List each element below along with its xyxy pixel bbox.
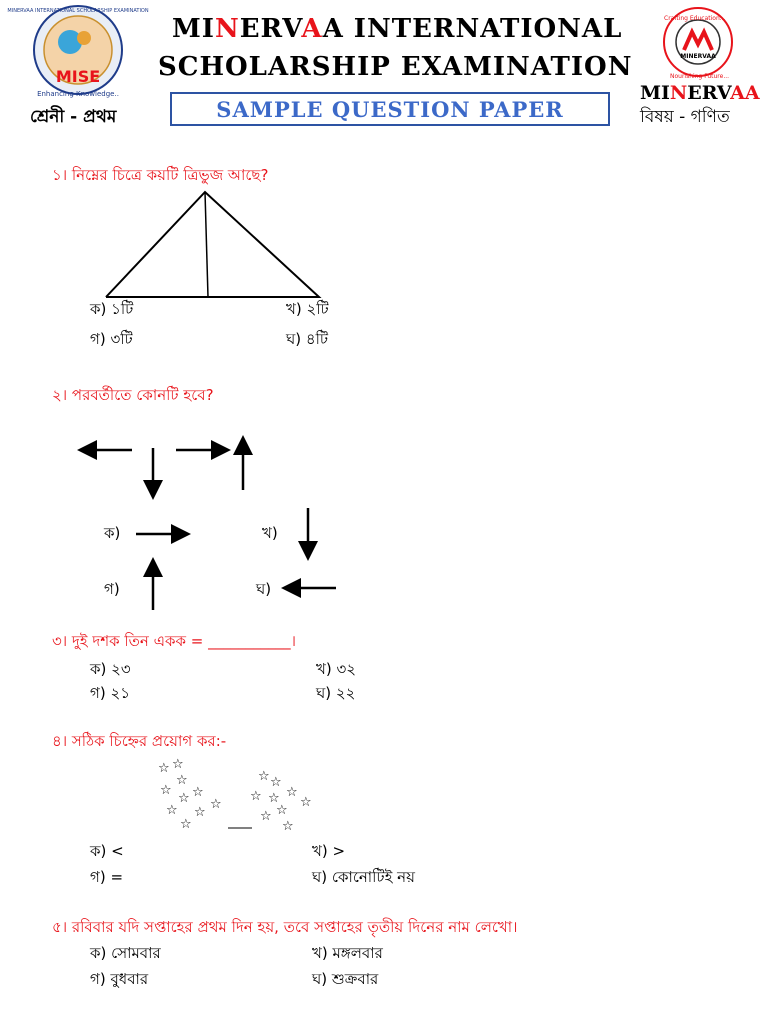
star-icon: ☆ <box>268 791 280 806</box>
star-icon: ☆ <box>270 775 282 790</box>
minervaa-brand-word: MINERVAA <box>640 82 760 104</box>
minervaa-logo-top-text: Crafting Education... <box>664 15 726 22</box>
star-icon: ☆ <box>282 819 294 834</box>
star-icon: ☆ <box>192 785 204 800</box>
star-icon: ☆ <box>176 773 188 788</box>
star-icon: ☆ <box>172 757 184 772</box>
q4-option-ka: ক) < <box>90 842 124 860</box>
q4-option-ga: গ) = <box>90 868 124 886</box>
arrow-sequence-figure <box>0 420 420 620</box>
star-icon: ☆ <box>260 809 272 824</box>
question-1-text: ১। নিম্নের চিত্রে কয়টি ত্রিভুজ আছে? <box>52 166 269 184</box>
star-icon: ☆ <box>160 783 172 798</box>
mise-logo-tagline: Enhancing Knowledge.. <box>37 90 119 98</box>
q2-option-kha: খ) <box>262 524 278 542</box>
star-icon: ☆ <box>180 817 192 832</box>
stars-comparison-figure <box>150 756 330 836</box>
star-icon: ☆ <box>178 791 190 806</box>
q1-option-gha: ঘ) ৪টি <box>286 330 329 348</box>
q4-option-kha: খ) > <box>312 842 346 860</box>
title-line-1: MINERVAA INTERNATIONAL <box>172 14 623 44</box>
triangle-figure <box>100 186 330 302</box>
sample-paper-banner <box>170 92 610 126</box>
star-icon: ☆ <box>158 761 170 776</box>
mise-logo-text: MISE <box>55 67 101 86</box>
minervaa-logo-bottom-text: Nourishing Future... <box>670 73 730 80</box>
question-3-text: ৩। দুই দশক তিন একক = ___________। <box>52 632 296 650</box>
q3-option-ka: ক) ২৩ <box>90 660 131 678</box>
question-2-text: ২। পরবর্তীতে কোনটি হবে? <box>52 386 214 404</box>
q3-option-kha: খ) ৩২ <box>316 660 356 678</box>
star-icon: ☆ <box>194 805 206 820</box>
q1-option-ga: গ) ৩টি <box>90 330 133 348</box>
star-icon: ☆ <box>286 785 298 800</box>
q2-option-ka: ক) <box>104 524 121 542</box>
star-icon: ☆ <box>210 797 222 812</box>
minervaa-logo-name: MINERVAA <box>680 53 716 60</box>
minervaa-logo <box>652 2 744 82</box>
star-icon: ☆ <box>276 803 288 818</box>
sample-paper-text: SAMPLE QUESTION PAPER <box>216 96 564 122</box>
q5-option-kha: খ) মঙ্গলবার <box>312 944 383 962</box>
q5-option-ka: ক) সোমবার <box>90 944 161 962</box>
q4-option-gha: ঘ) কোনোটিই নয় <box>312 868 415 886</box>
q2-option-gha: ঘ) <box>256 580 272 598</box>
star-icon: ☆ <box>300 795 312 810</box>
mise-logo <box>7 2 149 102</box>
q5-option-gha: ঘ) শুক্রবার <box>312 970 379 988</box>
question-5-text: ৫। রবিবার যদি সপ্তাহের প্রথম দিন হয়, তবে সপ্তাহের তৃতীয় দিনের নাম লেখো। <box>52 918 518 936</box>
star-icon: ☆ <box>258 769 270 784</box>
subject-label: বিষয় - গণিত <box>640 107 730 127</box>
q1-option-ka: ক) ১টি <box>90 300 134 318</box>
star-icon: ☆ <box>166 803 178 818</box>
q3-option-ga: গ) ২১ <box>90 684 130 702</box>
q1-option-kha: খ) ২টি <box>286 300 329 318</box>
question-4-text: ৪। সঠিক চিহ্নের প্রয়োগ কর:- <box>52 732 227 750</box>
class-label: শ্রেনী - প্রথম <box>30 107 117 127</box>
star-icon: ☆ <box>250 789 262 804</box>
mise-logo-ring-text: MINERVAA INTERNATIONAL SCHOLARSHIP EXAMINATION <box>7 8 149 14</box>
title-line-2: SCHOLARSHIP EXAMINATION <box>158 52 633 82</box>
q2-option-ga: গ) <box>104 580 120 598</box>
q3-option-gha: ঘ) ২২ <box>316 684 356 702</box>
q5-option-ga: গ) বুধবার <box>90 970 149 988</box>
